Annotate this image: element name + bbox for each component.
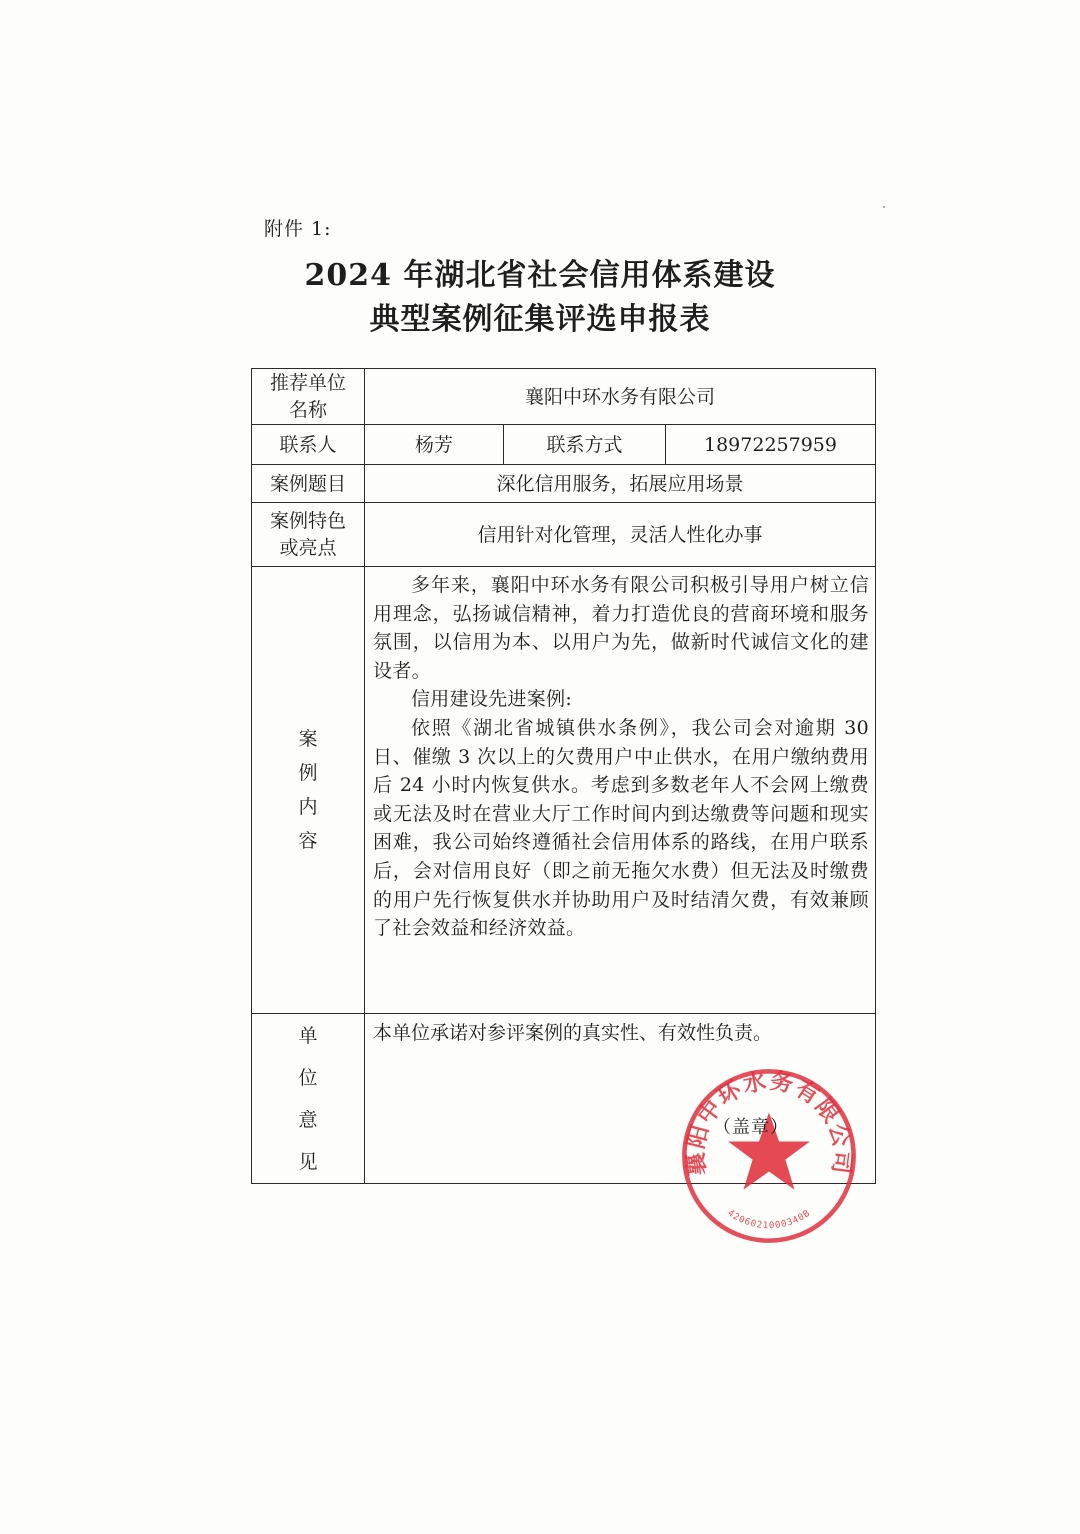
- form-title-line1: 2024 年湖北省社会信用体系建设: [304, 258, 776, 293]
- content-body: [365, 567, 876, 1014]
- content-paragraph: 多年来，襄阳中环水务有限公司积极引导用户树立信用理念，弘扬诚信精神，着力打造优良的营商环境和服务氛围，以信用为本、以用户为先，做新时代诚信文化的建设者。: [373, 574, 869, 682]
- opinion-label-char: 见: [298, 1150, 318, 1173]
- row-case-title: [252, 465, 876, 503]
- features-label: [252, 503, 365, 567]
- contact-value: 杨芳: [365, 425, 504, 465]
- seal-code: 4206021000340B: [725, 1208, 813, 1232]
- case-title-value: 深化信用服务，拓展应用场景: [365, 465, 876, 503]
- content-paragraph: 依照《湖北省城镇供水条例》，我公司会对逾期 30 日、催缴 3 次以上的欠费用户中止供水，在用户缴纳费用后 24 小时内恢复供水。考虑到多数老年人不会网上缴费或无法及时在营业大厅工作时间内到达缴费等问题和现实困难，我公司始终遵循社会信用体系的路线，在用户联系后，会对信用良好（即之前无拖欠水费）但无法及时缴费的用户先行恢复供水并协助用户及时结清欠费，有效兼顾了社会效益和经济效益。: [373, 716, 869, 940]
- contact-label: 联系人: [252, 425, 365, 465]
- row-recommender: [252, 369, 876, 425]
- content-label-char: 例: [298, 762, 318, 784]
- opinion-label-char: 意: [298, 1108, 318, 1131]
- features-label-line1: 案例特色: [269, 509, 346, 532]
- content-label: [252, 567, 365, 1014]
- row-content: [252, 567, 876, 1014]
- opinion-label-char: 位: [298, 1066, 318, 1089]
- contact-method-label: 联系方式: [504, 425, 666, 465]
- opinion-label-char: 单: [298, 1024, 318, 1047]
- case-title-label: 案例题目: [252, 465, 365, 503]
- content-label-char: 容: [298, 830, 318, 852]
- row-contact: [252, 425, 876, 465]
- opinion-label: [252, 1014, 365, 1184]
- company-seal: [678, 1065, 860, 1247]
- opinion-text: 本单位承诺对参评案例的真实性、有效性负责。: [373, 1022, 773, 1044]
- recommender-label-line1: 推荐单位: [269, 371, 346, 394]
- content-paragraph: 信用建设先进案例:: [411, 688, 573, 711]
- scan-speck: [883, 206, 885, 208]
- recommender-label-line2: 名称: [288, 398, 327, 421]
- row-features: [252, 503, 876, 567]
- contact-phone: 18972257959: [666, 425, 876, 465]
- content-label-char: 案: [298, 728, 318, 750]
- content-label-char: 内: [298, 796, 318, 818]
- attachment-label: 附件 1:: [264, 218, 332, 240]
- recommender-value: 襄阳中环水务有限公司: [365, 369, 876, 425]
- features-label-line2: 或亮点: [279, 536, 337, 559]
- stamp-note: （盖章）: [713, 1117, 789, 1138]
- recommender-label: [252, 369, 365, 425]
- form-title-line2: 典型案例征集评选申报表: [369, 302, 711, 337]
- seal-text: 襄阳中环水务有限公司: [682, 1068, 856, 1177]
- features-value: 信用针对化管理，灵活人性化办事: [365, 503, 876, 567]
- application-form-table: [251, 368, 876, 1184]
